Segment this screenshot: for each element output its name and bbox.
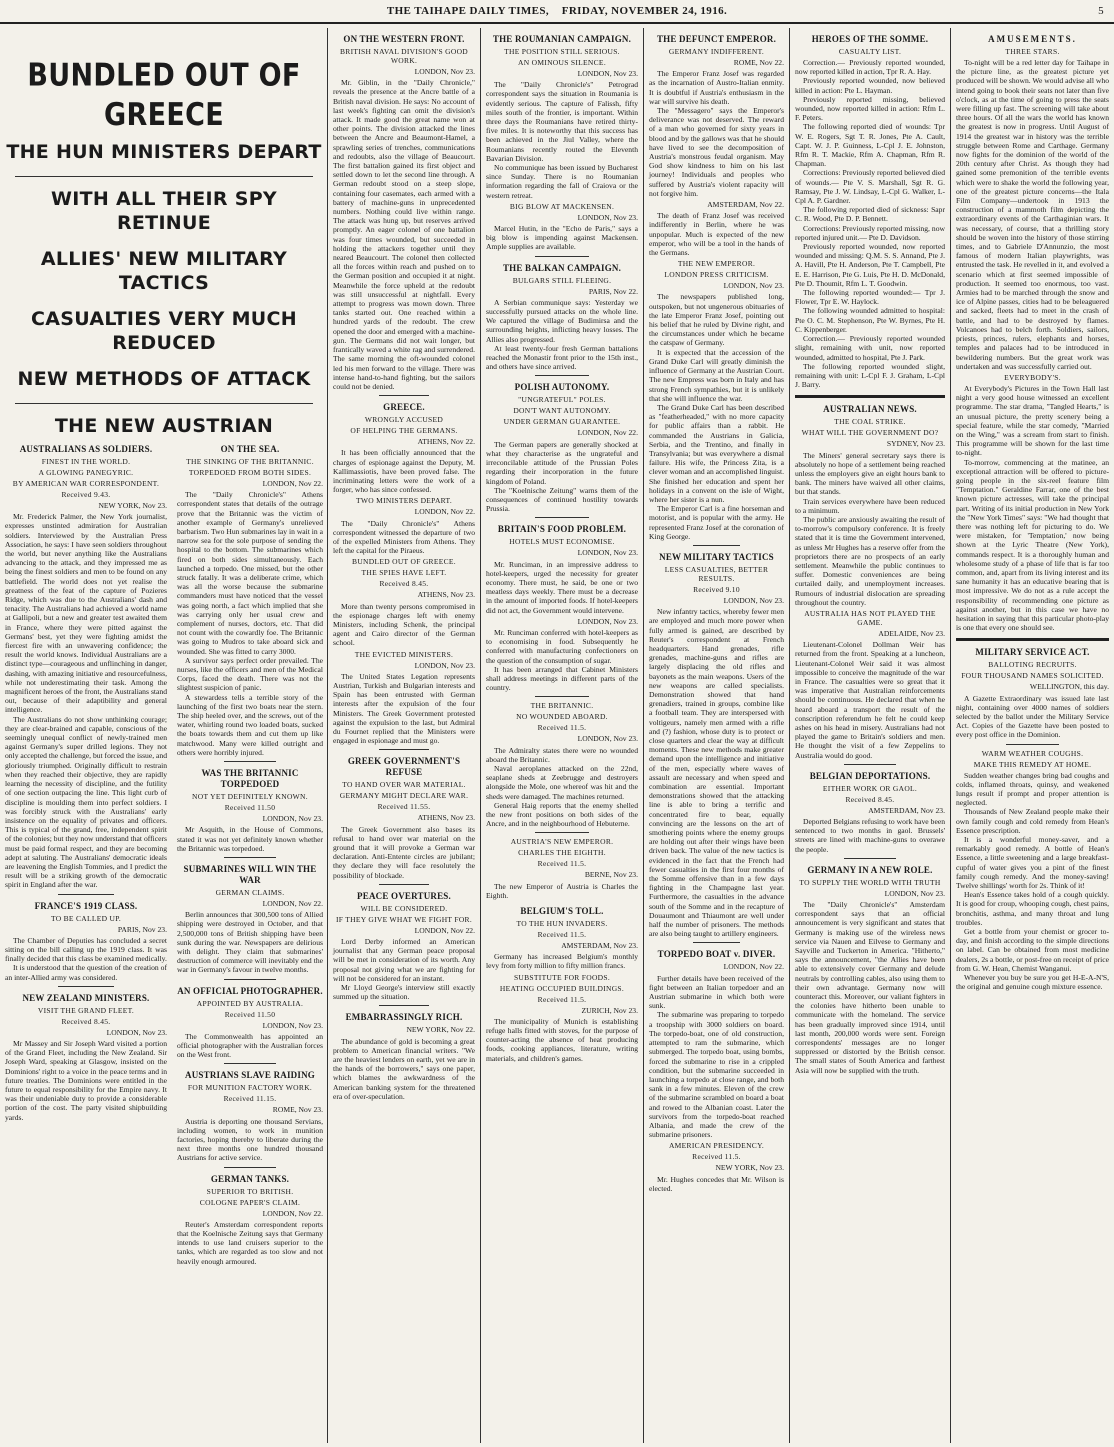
divider (224, 761, 275, 762)
paragraph: The death of Franz Josef was received indifferently in Berlin, where he was unpopular. Much is expected of the new emperor, who will be a tool in the hands of the Germans. (649, 211, 784, 258)
divider (379, 749, 429, 750)
column-rule (480, 28, 481, 1443)
paragraph: At Everybody's Pictures in the Town Hall last night a very good house witnessed an excellent programme. The star drama, "Tangled Hearts," is an unusual picture, the pretty scenery being a special feature, while the star comedy, "Married on the Wing," was a scream from start to finish. This programme will be shown for the last time to-night. (956, 383, 1109, 458)
subhead: BULGARS STILL FLEEING. (512, 275, 612, 285)
received-line: Received 8.45. (845, 794, 895, 804)
subhead: LONDON PRESS CRITICISM. (664, 270, 769, 280)
divider (224, 1167, 275, 1168)
subhead: FOUR THOUSAND NAMES SOLICITED. (961, 671, 1104, 681)
dateline: LONDON, Nov 23. (414, 67, 475, 76)
headline: PEACE OVERTURES. (357, 890, 451, 901)
received-line: Received 11.55. (377, 802, 431, 812)
paragraph: The following reported wounded slight, remaining with unit: L-Cpl F. J. Graham, L-Cpl J. Barry. (795, 361, 945, 390)
dateline: LONDON, Nov 22. (577, 428, 638, 438)
divider (15, 176, 313, 177)
paragraph: The municipality of Munich is establishing refuge halls fitted with stoves, for the purpose of counter-acting the absence of heat producing foods, cooking appliances, literature, writing materials, and children's games. (486, 1016, 638, 1063)
paragraph: The following reported died of sickness: Sapr C. R. Wood, Pte D. P. Bennett. (795, 205, 945, 224)
dateline: LONDON, Nov 23. (723, 595, 784, 605)
subhead: GERMANY MIGHT DECLARE WAR. (339, 791, 469, 801)
paragraph: It is understood that the question of the creation of an inter-Allied army was considered. (5, 963, 167, 982)
headline: ON THE WESTERN FRONT. (343, 34, 465, 44)
headline: TORPEDO BOAT v. DIVER. (657, 949, 776, 960)
paragraph: Mr Massey and Sir Joseph Ward visited a portion of the Grand Fleet, including the New Zealand. Sir Joseph Ward, speaking at Glasgow, insisted on the Dominions' right to a voice in the peace terms and in future treaties. The Dominions were entitled in the future to equal responsibility for the Empire navy. It was their undeniable duty to provide a considerable portion of the cost. The party visited shipbuilding yards. (5, 1038, 167, 1122)
divider (535, 832, 588, 833)
subhead: EITHER WORK OR GAOL. (822, 783, 918, 793)
paragraph: The new Emperor of Austria is Charles the Eighth. (486, 881, 638, 900)
divider (379, 1005, 429, 1006)
column-rule (789, 28, 790, 1443)
paragraph: The "Daily Chronicle's" Athens correspondent states that details of the outrage prove that the Britannic was the victim of another example of Germany's unrelieved barbarism. Two Hun submarines lay in wait in a narrow sea for the sole purpose of sending the hospital to the bottom. The submarines which fired on both sides simultaneously. Each launched a torpedo. One missed, but the other struck fatally. It was a deliberate crime, which was all the worse because the submarine commanders must have noticed that the vessel was going north, a fact which implied that she was carrying only her usual crew and complement of nurses, doctors, etc. That did not count with the cowardly foe. The Britannic was going to Mudros to take aboard sick and wounded. She was fitted to carry 3000. (177, 490, 323, 656)
subhead: COLOGNE PAPER'S CLAIM. (199, 1197, 301, 1207)
divider (58, 894, 115, 895)
paragraph: It has been arranged that Cabinet Ministers shall address meetings in different parts of the country. (486, 664, 638, 693)
banner-headline-5: CASUALTIES VERY MUCH REDUCED (31, 308, 297, 354)
section-rule (956, 638, 1109, 641)
subhead: VISIT THE GRAND FLEET. (37, 1005, 135, 1015)
received-line: Received 9.10 (693, 584, 740, 594)
subhead: DON'T WANT AUTONOMY. (513, 406, 611, 416)
divider (224, 1063, 275, 1064)
divider (535, 696, 588, 697)
paragraph: The German papers are generally shocked at what they characterise as the ungrateful and irreconcilable attitude of the Prussian Poles regarding their incorporation in the future kingdom of Poland. (486, 439, 638, 486)
masthead (0, 0, 1114, 24)
dateline: NEW YORK, Nov 22. (406, 1025, 475, 1035)
dateline: SYDNEY, Nov 23. (886, 439, 945, 449)
dateline: AMSTERDAM, Nov 23. (561, 941, 638, 950)
subhead: BUNDLED OUT OF GREECE. (352, 557, 456, 567)
paragraph: Lord Derby informed an American journalist that any German peace proposal will be met in consideration of its worth. Any proposal not giving what we are fighting for will not be considered for an instant. (333, 937, 475, 983)
headline: NEW ZEALAND MINISTERS. (22, 992, 150, 1003)
paragraph: Hean's Essence takes hold of a cough quickly. It is good for croup, whooping cough, chest pains, bronchitis, asthma, and many throat and lung troubles. (956, 890, 1109, 927)
paragraph: Sudden weather changes bring bad coughs and colds, inflamed throats, quinsy, and weakened lungs result if prompt and proper attention is neglected. (956, 770, 1109, 808)
dateline: PARIS, Nov 22. (588, 286, 638, 296)
column-7 (953, 28, 1112, 1443)
dateline: AMSTERDAM, Nov 22. (707, 200, 784, 210)
paragraph: The submarine was preparing to torpedo a troopship with 3000 soldiers on board. The torpedo-boat, one of old construction, attempted to ram the submarine, which submerged. The torpedo boat, using bombs, forced the submarine to rise in a crippled condition, but the submarine succeeded in launching a torpedo at close range, and both sank in a few minutes. Eleven of the crew of the submarine scrambled on board a boat and rowed to the Albanian coast. Later the survivors from the torpedo-boat reached Albania, and made the crew of the submarine prisoners. (649, 1010, 784, 1140)
headline: AUSTRALIANS AS SOLDIERS. (19, 444, 153, 454)
headline: MILITARY SERVICE ACT. (975, 647, 1090, 658)
paragraph: The Emperor Franz Josef was regarded as the incarnation of Austro-Italian enmity. It is doubtful if Austria's enthusiasm in the war will survive his death. (649, 69, 784, 106)
headline: THE BALKAN CAMPAIGN. (502, 262, 622, 273)
paragraph: Germany has increased Belgium's monthly levy from forty million to fifty million francs. (486, 952, 638, 971)
paragraph: Mr Asquith, in the House of Commons, stated it was not yet definitely known whether the Britannic was torpedoed. (177, 825, 323, 853)
received-line: Received 11.15. (223, 1094, 277, 1104)
paragraph: Reuter's Amsterdam correspondent reports that the Koelnische Zeitung says that Germany intends to use land cruisers superior to the tanks, which are regarded as too slow and not heavily enough armoured. (177, 1219, 323, 1266)
subhead: TO HAND OVER WAR MATERIAL. (342, 780, 466, 790)
paragraph: Corrections: Previously reported believed died of wounds.— Pte V. S. Marshall, Sgt R. G. Ramsay, Pte J. W. Lindsay, L-Cpl G. Walker, L-Cpl A. P. Gardner. (795, 168, 945, 206)
headline: GREEK GOVERNMENT'S REFUSE (347, 756, 461, 778)
subhead: TO BE CALLED UP. (50, 913, 122, 923)
paragraph: New infantry tactics, whereby fewer men are employed and much more power when fully armed is gained, are described by Reuter's correspondent at French headquarters. Hand grenades, rifle grenades, machine-guns and rifles are largely displacing the old rifles and bayonets as the main weapons. Users of the new weapons are called specialists. Demonstration showed that hand grenadiers, trained in groups, combine like a football team. They are interspersed with voltigeurs, namely men armed with a rifle and (?) fashion, whose duty is to protect or close quarters and clear the way at difficult moments. These new methods make greater demand upon the intelligence and initiative of the men, especially where waves of assault are necessary and when speed and combination are essential. Important demonstrations showed that the attacking line is able to bring a terrific and concentrated fire to bear, equally convincing are the lessons on the art of smothering points where the enemy groups are holding out after their wings have been driven back. The value of the new tactics is evidenced in the fact that the French had fewer casualties in the first four months of the Somme offensive than in a few days fighting in the Champagne last year. Furthermore, the casualties in the advance south of the Somme and in the recapture of Douaumont and Thiaumont are well under half the number of prisoners. The methods are also being taught to artillery engineers. (649, 607, 784, 939)
paragraph: To-night will be a red letter day for Taihape in the picture line, as the greatest picture yet produced will be shown. We would advise all who intend going to book their seats not later than five o'clock, as at the time of going to press the seats were filling up fast. The screening will take about three hours. Of all the wars the world has known the greatest is now in progress. Until August of 1914 the greatest war in history was the terrible struggle between Rome and Carthage. Germany now fights for the dominion of the world of the 20th century after Christ. As though they had gained some premonition of the terrible events which were to shake the world the following year, one of the greatest picture concerns—the Itala Film Company—undertook in 1913 the construction of a mammoth film depicting the extraordinary events of the Carthaginian wars. It was necessary, of course, that a thrilling story should be woven into the history of those stirring times, and to Gabriele D'Annunzio, the most famous of modern Italian playwrights, was entrusted the task. He revelled in it, and evolved a scenario which at first seemed impossible of production. It seemed too enormous, too vast. Armies had to be marched through the snow and ice of Alpine passes, cities had to be beleaguered and sacked, fleets had to meet in the crash of battle, and had to be destroyed by flames. Volcanoes had to belch forth. Soldiers, sailors, priests, princes, rulers, elephants and horses, temples and palaces had to be introduced in bewildering numbers. But the great work was undertaken and was successfully carried out. (956, 58, 1109, 371)
paragraph: General Haig reports that the enemy shelled the new front positions on both sides of the Ancre, and in the neighbourhood of Hebuterne. (486, 800, 638, 829)
divider (693, 545, 740, 546)
dateline: LONDON, Nov 23. (884, 888, 945, 898)
divider (844, 858, 897, 859)
column-rule (950, 28, 951, 1443)
subhead: THE SPIES HAVE LEFT. (361, 568, 447, 578)
paragraph: The "Daily Chronicle's" Athens correspondent witnessed the departure of two of the expelled Ministers from Athens. They left the capital for the Piraeus. (333, 518, 475, 556)
paragraph: Mr. Runciman, in an impressive address to hotel-keepers, urged the necessity for greater economy. There must, he said, be one or two meatless days weekly. There must be a decrease in the amount of imported foods. If hotel-keepers did not act, the Government would intervene. (486, 559, 638, 615)
subhead: FINEST IN THE WORLD. (41, 457, 131, 466)
paragraph: At least twenty-four fresh German battalions reached the Monastir front prior to the 15th inst., and others have since arrived. (486, 343, 638, 372)
headline: AN OFFICIAL PHOTOGRAPHER. (177, 985, 323, 996)
subhead: SUPERIOR TO BRITISH. (206, 1186, 294, 1196)
paragraph: The "Daily Chronicle's" Petrograd correspondent says the situation in Roumania is evidently serious. The capture of Falissh, fifty miles south of the frontier, is important. Within three days the Roumanians have retired thirty-five miles. It is noteworthy that this success has been achieved in the Jiul Valley, where the Roumanians recently routed the Eleventh Bavarian Division. (486, 80, 638, 163)
dateline: LONDON, Nov 23. (106, 1027, 167, 1037)
received-line: Received 11.50 (224, 803, 276, 813)
paragraph: The newspapers published long, outspoken, but not ungenerous obituaries of the late Emperor Franz Josef, pointing out his belief that he ruled by Divine right, and the circumstances under which he became the catspaw of Germany. (649, 292, 784, 348)
paragraph: The following reported died of wounds: Tpr W. E. Rogers, Sgt T. R. Jones, Pte A. Cault, Capt. W. J. P. Guinness, L-Cpl J. E. Johnston, Rfm R. T. Mackie, Rfm A. Chapman, Rfm R. Chapman. (795, 122, 945, 169)
subhead: A GLOWING PANEGYRIC. (38, 468, 134, 477)
headline: POLISH AUTONOMY. (514, 382, 610, 393)
subhead: AN OMINOUS SILENCE. (518, 58, 606, 67)
subhead: TWO MINISTERS DEPART. (355, 496, 453, 506)
dateline: ATHENS, Nov 23. (417, 590, 475, 600)
dateline: LONDON, Nov 23. (262, 814, 323, 824)
dateline: LONDON, Nov 22. (414, 507, 475, 517)
banner-headline-4: ALLIES' NEW MILITARY TACTICS (40, 248, 288, 294)
received-line: Received 9.43. (61, 490, 111, 499)
paragraph: The Miners' general secretary says there is absolutely no hope of a settlement being reached unless the employers give an eight hours bank to bank. The miners have waived all other claims, but that stands. (795, 450, 945, 497)
dateline: LONDON, Nov 23. (577, 734, 638, 744)
headline: WAS THE BRITANNIC TORPEDOED (201, 768, 299, 790)
subhead: WHAT WILL THE GOVERNMENT DO? (801, 428, 939, 438)
paragraph: The Admiralty states there were no wounded aboard the Britannic. (486, 745, 638, 764)
dateline: ATHENS, Nov 22. (417, 437, 475, 447)
paragraph: Get a bottle from your chemist or grocer to-day, and finish according to the simple directions on label. Can be obtained from most medicine dealers, 2s a bottle, or post-free on receipt of price from G. W. Hean, Chemist Wanganui. (956, 927, 1109, 973)
paragraph: The following wounded admitted to hospital: Pte O. C. M. Stephenson, Pte W. Byrnes, Pte H. C. Kippenberger. (795, 306, 945, 334)
paragraph: Previously reported missing, believed wounded, now reported killed in action: Rfm L. F. Peters. (795, 94, 945, 123)
paragraph: Further details have been received of the fight between an Italian torpedoer and an Austrian submarine in which both were sunk. (649, 973, 784, 1011)
subhead: APPOINTED BY AUSTRALIA. (196, 998, 304, 1008)
subhead: GERMANY INDIFFERENT. (668, 47, 765, 56)
divider (844, 764, 897, 765)
subhead: WRONGLY ACCUSED (364, 415, 444, 425)
page-number: 5 (1098, 5, 1104, 17)
section-rule (795, 395, 945, 398)
paragraph: The public are anxiously awaiting the result of to-morrow's compulsory conference. It is freely stated that it is time the Government intervened, as unless Mr Hughes has a reserve offer from the proprietors there are no prospects of an early settlement. Meanwhile the public continues to suffer. Domestic conveniences are being curtailed daily, and unemployment increases. Rumours of industrial dislocation are spreading throughout the country. (795, 514, 945, 607)
dateline: LONDON, Nov 23. (577, 212, 638, 222)
subhead: THE POSITION STILL SERIOUS. (504, 47, 620, 56)
dateline: LONDON, Nov 22. (262, 479, 323, 488)
subhead: THE NEW EMPEROR. (677, 259, 756, 269)
divider (379, 395, 429, 396)
received-line: Received 11.5. (537, 994, 587, 1004)
paragraph: Mr. Runciman conferred with hotel-keepers as to economising in food. Subsequently he conferred with manufacturing confectioners on the question of the consumption of sugar. (486, 627, 638, 665)
paragraph: It has been officially announced that the charges of espionage against the Deputy, M. Kallimassiotis, have been proved false. The incriminating letters were the work of a forger, who has since confessed. (333, 448, 475, 495)
divider (693, 942, 740, 943)
dateline: NEW YORK, Nov 23. (98, 501, 167, 510)
dateline: ZURICH, Nov 23. (581, 1005, 638, 1015)
dateline: ROME, Nov 23. (272, 1105, 323, 1115)
banner-headline-2: THE HUN MINISTERS DEPART (6, 141, 322, 163)
subhead: MAKE THIS REMEDY AT HOME. (973, 759, 1092, 769)
subhead: CHARLES THE EIGHTH. (518, 848, 606, 858)
paragraph: Corrections: Previously reported missing, now reported injured unit.— Pte D. Davidson. (795, 223, 945, 242)
received-line: Received 11.5. (692, 1152, 741, 1162)
column-6 (792, 28, 948, 1443)
headline: FRANCE'S 1919 CLASS. (34, 900, 138, 911)
paragraph: It is expected that the accession of the Grand Duke Carl will greatly diminish the influence of Germany at the Austrian Court. The new Empress was born in Italy and has strong French sympathies, but it is unlikely that she will influence the war. (649, 347, 784, 403)
paragraph: The abundance of gold is becoming a great problem to American financial writers. "We are the heaviest lenders on earth, yet we are in the hands of the borrowers," says one paper, which blames the awkwardness of the American banking system for the threatened era of over-speculation. (333, 1036, 475, 1101)
dateline: LONDON, Nov 22. (262, 1208, 323, 1218)
headline: NEW MILITARY TACTICS (659, 551, 774, 562)
headline: AMUSEMENTS. (988, 34, 1077, 44)
divider (224, 979, 275, 980)
paragraph: Naval aeroplanes attacked on the 22nd, seaplane sheds at Zeebrugge and destroyers alongside the Mole, one whereof was hit and the sheds were damaged. The machines returned. (486, 763, 638, 801)
dateline: LONDON, Nov 23. (577, 616, 638, 626)
dateline: LONDON, Nov 22. (262, 898, 323, 908)
paragraph: A Serbian communique says: Yesterday we successfully pursued attacks on the whole line. We captured the village of Budimirsa and the surrounding heights, inflicting heavy losses. The Allies also progressed. (486, 297, 638, 344)
banner-headline-6: NEW METHODS OF ATTACK (17, 368, 311, 390)
subhead: AMERICAN PRESIDENCY. (668, 1141, 765, 1151)
received-line: Received 11.5. (537, 930, 587, 939)
dateline: ADELAIDE, Nov 23. (878, 628, 945, 638)
paragraph: No communique has been issued by Bucharest since Sunday. There is no Roumanian information regarding the fall of Craiova or the western retreat. (486, 163, 638, 200)
subhead: "UNGRATEFUL" POLES. (518, 395, 606, 405)
subhead: AUSTRALIA HAS NOT PLAYED THE GAME. (804, 608, 936, 627)
dateline: LONDON, Nov 23. (262, 1020, 323, 1030)
column-3 (330, 28, 478, 1443)
subhead: WARM WEATHER COUGHS. (981, 748, 1084, 758)
dateline: LONDON, Nov 23. (577, 548, 638, 558)
banner-headline-1: BUNDLED OUT OF GREECE (27, 58, 301, 133)
subhead: BALLOTING RECRUITS. (988, 660, 1077, 670)
headline: SUBMARINES WILL WIN THE WAR (183, 863, 317, 885)
headline: AUSTRIANS SLAVE RAIDING (185, 1070, 315, 1081)
column-4 (483, 28, 641, 1443)
received-line: Received 11.5. (537, 723, 587, 733)
subhead: LESS CASUALTIES, BETTER RESULTS. (664, 564, 769, 583)
subhead: BY AMERICAN WAR CORRESPONDENT. (12, 479, 160, 488)
dateline: ROME, Nov 22. (733, 58, 784, 67)
subhead: NOT YET DEFINITELY KNOWN. (192, 792, 308, 802)
paragraph: The Chamber of Deputies has concluded a secret sitting on the bill calling up the 1919 class. It was finally decided that this class be examined medically. (5, 935, 167, 964)
masthead-title (0, 5, 1114, 17)
column-1 (2, 438, 170, 1443)
paragraph: It is a wonderful money-saver, and a remarkably good remedy. A bottle of Hean's Essence, a little sweetening and a large breakfast-cupful of water gives you a pint of the finest family cough remedy. And the money-saving! Twelve shillings' worth for 2s. Think of it! (956, 835, 1109, 891)
divider (535, 256, 588, 257)
paper-name: THE TAIHAPE DAILY TIMES, (386, 5, 550, 17)
paragraph: The Grand Duke Carl has been described as "featherheaded," with no more capacity for public affairs than a rabbit. He commanded the Austrians in Galicia, Serbia, and the Trentino, and finally in Transylvania; but was everywhere a dismal failure. His wife, the Princess Zita, is a clever woman and an accomplished linguist. She finished her education and spent her holidays in a convent on the isle of Wight, where her sister is a nun. (649, 402, 784, 504)
paragraph: Correction.— Previously reported wounded, now reported killed in action, Tpr R. A. Hay. (795, 58, 945, 77)
subhead: THE EVICTED MINISTERS. (354, 649, 454, 659)
subhead: EVERYBODY'S. (1004, 372, 1061, 382)
dateline: ATHENS, Nov 23. (417, 813, 475, 823)
headline: BELGIAN DEPORTATIONS. (809, 770, 931, 781)
column-5 (646, 28, 787, 1443)
banner-headline-3: WITH ALL THEIR SPY RETINUE (51, 188, 277, 234)
subhead: HOTELS MUST ECONOMISE. (509, 537, 615, 547)
paragraph: The Emperor Carl is a fine horseman and motorist, and is popular with the army. He represented Franz Josef at the coronation of King George. (649, 504, 784, 541)
subhead: NO WOUNDED ABOARD. (516, 712, 608, 722)
received-line: Received 8.45. (379, 579, 429, 589)
headline: BELGIUM'S TOLL. (520, 906, 604, 916)
paragraph: Mr Lloyd George's interview still exactly summed up the situation. (333, 983, 475, 1002)
column-rule (327, 28, 328, 1443)
paragraph: Previously reported wounded, now reported wounded and missing: Q.M. S. S. Annand, Pte J. A. Havill, Pte H. Anderson, Pte T. Campbell, Pte E. E. Harrison, Pte G. Luis, Pte H. D. McDonald, Pte D. Thoumit, Rfm L. T. Goodwin. (795, 242, 945, 288)
divider (1006, 744, 1060, 745)
received-line: Received 8.45. (61, 1016, 111, 1026)
paragraph: Mr. Frederick Palmer, the New York journalist, expresses unstinted admiration for Australian soldiers. Interviewed by the Australian Press Association, he says: I have seen soldiers throughout the world, but never anything like the Australians advancing to the attack, and they impressed me as being the finest soldiers and men to be found on any battlefield. The world does not yet realise the greatness of the feat of the capture of Pozieres Ridge, which was due to the Australians' dash and tenacity. The Australians had achieved a world name at Gallipoli, but a new and greater test awaited them in France, where they were pitted against the Germans' best, yet they were fighting amidst the fiercest fire with an unwavering confidence; the result the world knows. Individual Australians are a distinct type—courageous and unflinching in danger, dashing, with amazing initiative and resourcefulness, while not underestimating their task. Among the magnificent heroes of the front, the Australians stand out, because of their adaptibility and general intelligence. (5, 512, 167, 715)
paragraph: Berlin announces that 300,500 tons of Allied shipping were destroyed in October, and that 2,500,000 tons of British shipping have been sunk during the war. Newspapers are delirious with delight. They claim that submarines' destruction of commerce will inevitably end the war in Germany's favour in twelve months. (177, 910, 323, 975)
paragraph: A stewardess tells a terrible story of the launching of the first two boats near the stern. The ship heeled over, and the screws, out of the water, whirling round two loaded boats, sucked the boats towards them and cut them up like matchwood. Many were killed outright and others were horribly injured. (177, 692, 323, 757)
paragraph: The Australians do not show unthinking courage; they are clear-brained and capable, conscious of the seemingly unequal conflict of newly-trained men against Germany's super drilled legions. They not only accepted the challenge, but forced the issue, and gloriously triumphed. Originally difficult to restrain when they reached their objective, they are rapidly learning the necessity of discipline, and the futility of one section outpacing the line. This light curb of discipline is moulding them into perfect soldiers. I was forcibly struck with the Australians' early insistence on the equality of privates and officers. This is typical of the grand, free, independent spirit of the colonies; but they now understand that officers must be paid formal respect, and they are becoming adept at saluting. The Australians' democratic ideals are leavening the English Tommies, and I predict the result will be a striking growth of the democratic spirit in England after the war. (5, 714, 167, 890)
subhead: TORPEDOED FROM BOTH SIDES. (188, 468, 312, 477)
subhead: OF HELPING THE GERMANS. (350, 426, 458, 436)
paragraph: The "Koelnische Zeitung" warns them of the consequences of continued hostility towards Prussia. (486, 485, 638, 514)
dateline: LONDON, Nov 23. (414, 660, 475, 670)
paragraph: Thousands of New Zealand people make their own family cough and cold remedy from Hean's Essence prescription. (956, 807, 1109, 835)
divider (15, 403, 313, 404)
paragraph: The "Messagero" says the Emperor's deliverance was not deserved. The reward of a man who governed for sixty years in blood and by the gallows was that he should have lived to see the decomposition of Austria's monstrous feudal organism. May God show kindness to him on his last journey! Individuals and peoples who suffered by Austria's violent rapacity will not forgive him. (649, 106, 784, 198)
received-line: Received 11.50 (224, 1009, 276, 1019)
subhead: THE BRITANNIC. (530, 701, 594, 711)
dateline: LONDON, Nov 23. (577, 69, 638, 78)
paragraph: A Gazette Extraordinary was issued late last night, containing over 4000 names of soldiers selected by the ballot under the Military Service Act. Copies of the Gazette have been posted to every post office in the Dominion. (956, 693, 1109, 740)
dateline: PARIS, Nov 23. (117, 924, 167, 934)
subhead: THE SINKING OF THE BRITANNIC. (186, 457, 314, 466)
paragraph: Deported Belgians refusing to work have been sentenced to two months in gaol. Brussels' streets are lined with machine-guns to overawe the people. (795, 817, 945, 854)
banner-headline-7: THE NEW AUSTRIAN (54, 415, 274, 437)
dateline: LONDON, Nov 22. (414, 925, 475, 935)
subhead: TO THE HUN INVADERS. (516, 919, 608, 928)
divider (58, 986, 115, 987)
headline: THE DEFUNCT EMPEROR. (656, 34, 777, 44)
column-rule (643, 28, 644, 1443)
divider (224, 857, 275, 858)
received-line: Received 11.5. (537, 859, 587, 869)
dateline: WELLINGTON, this day. (1029, 682, 1109, 692)
headline: AUSTRALIAN NEWS. (823, 404, 917, 415)
headline: ON THE SEA. (220, 444, 280, 454)
subhead: WILL BE CONSIDERED. (360, 903, 448, 913)
subhead: UNDER GERMAN GUARANTEE. (503, 417, 621, 427)
headline: GERMAN TANKS. (210, 1173, 290, 1184)
headline: GERMANY IN A NEW ROLE. (807, 864, 933, 875)
paragraph: Marcel Hutin, in the "Echo de Paris," says a big blow is impending against Mackensen. Ample supplies are available. (486, 224, 638, 252)
dateline: BERNE, Nov 23. (584, 870, 638, 880)
paragraph: To-morrow, commencing at the matinee, an exceptional attraction will be offered to picture-going people in the six-reel feature film "Temptation." Geraldine Farrar, one of the best known picture actresses, will take the principal part. Writing of its initial production in New York the "New York Times" says: "We had thought that there was nothing left for picturing to do. We were mistaken, for 'Temptation,' now being shown at the Lyric Theatre (New York), commands respect. It is a thoroughly human and wholesome study of a phase of life that is far too common, and, apart from its living interest and its sane humanity it has an educative bearing that is most impressive. We do not as a rule accept the responsibility of recommending one picture as against another, but in this case we have no hesitation in saying that this particular photo-play is one that every one should see. (956, 457, 1109, 633)
divider (535, 517, 588, 518)
paragraph: Correction.— Previously reported wounded slight, remaining with unit, now reported wounded, admitted to hospital, Pte J. Park. (795, 334, 945, 362)
paragraph: The following reported wounded:— Tpr J. Flower, Tpr E. W. Haylock. (795, 288, 945, 307)
dateline: NEW YORK, Nov 23. (715, 1163, 784, 1173)
subhead: TO SUPPLY THE WORLD WITH TRUTH (799, 877, 941, 887)
subhead: GERMAN CLAIMS. (215, 887, 285, 897)
paragraph: The Commonwealth has appointed an official photographer with the Australian forces on the West front. (177, 1031, 323, 1060)
paragraph: More than twenty persons compromised in the espionage charges left with enemy Ministers, including Schenk, the principal agent and Cairo director of the German school. (333, 601, 475, 648)
paragraph: Whenever you buy be sure you get H-E-A-N'S, the original and genuine cough mixture essence. (956, 973, 1109, 992)
paragraph: Previously reported wounded, now believed killed in action: Pte L. Hayman. (795, 76, 945, 95)
divider (379, 884, 429, 885)
paragraph: Austria is deporting one thousand Servians, including women, to work in munition factories, hoping thereby to liberate during the next three months one hundred thousand Austrians for active service. (177, 1116, 323, 1163)
headline: THE ROUMANIAN CAMPAIGN. (492, 34, 632, 44)
subhead: FOR MUNITION FACTORY WORK. (187, 1083, 313, 1093)
dateline: LONDON, Nov 22. (723, 962, 784, 972)
paragraph: Lieutenant-Colonel Dollman Weir has returned from the front. Speaking at a luncheon, Lieutenant-Colonel Weir said it was almost impossible to conceive the magnitude of the war in France. The casualties were so great that it was imperative that Australian reinforcements should be continuous. He declared that when he heard aboard a transport the result of the conscription referendum he felt he could keep ashes on his head in misery. Australians had not played the game to Britain's soldiers and men. He thought the visit of a few Zeppelins to Australia would do good. (795, 640, 945, 760)
subhead: THREE STARS. (1005, 47, 1060, 56)
paragraph: The United States Legation represents Austrian, Turkish and Bulgarian interests and Spain has been entrusted with German interests after the expulsion of the four Ministers. The Greek Government protested against the expulsion to the last, but Admiral du Fournet replied that the Ministers were engaged in espionage and must go. (333, 671, 475, 746)
subhead: IF THEY GIVE WHAT WE FIGHT FOR. (335, 914, 473, 924)
headline: HEROES OF THE SOMME. (811, 34, 929, 44)
subhead: BIG BLOW AT MACKENSEN. (509, 201, 615, 211)
issue-date: FRIDAY, NOVEMBER 24, 1916. (561, 5, 728, 17)
subhead: AUSTRIA'S NEW EMPEROR. (510, 837, 614, 847)
divider (535, 375, 588, 376)
subhead: THE COAL STRIKE. (834, 417, 906, 427)
headline: BRITAIN'S FOOD PROBLEM. (497, 524, 627, 535)
column-2 (174, 438, 326, 1443)
subhead: HEATING OCCUPIED BUILDINGS. (499, 983, 625, 993)
dateline: AMSTERDAM, Nov 23. (868, 805, 945, 815)
dateline: LONDON, Nov 23. (723, 281, 784, 291)
subhead: SUBSTITUTE FOR FOODS. (513, 972, 611, 982)
paragraph: Mr. Hughes concedes that Mr. Wilson is elected. (649, 1174, 784, 1193)
headline: EMBARRASSINGLY RICH. (345, 1012, 463, 1023)
paragraph: The "Daily Chronicle's" Amsterdam correspondent says that an official announcement is very significant and states that Germany is making use of the wireless news service via Nauen and Eilvese to Germany and Sayville and Tuckerton in America. "Hitherto," says the announcement, "the Allies have been able to extensively cover Germany and delude neutrals by controlling cables, also using them to their own advantage. Germany now will counteract this. Moreover, our valiant fighters in the colonies have hitherto been unable to communicate with the homeland. The service has been gradually improved since 1914, until last month, 200,000 words were sent. Foreign correspondents' messages are no longer suppressed or distorted by the British censor. The small states of South America and farthest Asia will now be supplied with the truth. (795, 900, 945, 1075)
paragraph: The Greek Government also bases its refusal to hand over war material on the ground that it will provoke a German war declaration. Anti-Entente circles are jubilant; they declare they will face resolutely the possibility of blockade. (333, 824, 475, 880)
headline: GREECE. (383, 402, 425, 413)
paragraph: Train services everywhere have been reduced to a minimum. (795, 496, 945, 515)
paragraph: Mr. Giblin, in the "Daily Chronicle," reveals the presence at the Ancre battle of a British naval division. He says: No account of last week's fighting can omit the division's attack. It made good the great name won at other points. The division attacked the lines between the Ancre and Beaumont-Hamel, a sprawling series of trenches, communications and redoubts, also the village of Beaucourt. The first battalion gained its first object and settled down to let the second line through. A German redoubt stood on a steep slope, containing four casemates, each armed with a battery of machine-guns in unprecedented numbers. Nothing could live within range. The attack was hung up, but reserves arrived promptly. An eager colonel of one battalion was four times wounded, but succeeded in holding the attackers together until they neared Beaucourt. The colonel then collected all the forces within reach and pushed on to the German position and occupied it at night. Meanwhile the force upheld at the redoubt was still unsuccessful at nightfall. Every attempt to progress was mown down. Three tanks started out. One reached within a hundred yards of the redoubt. The crew opened the door and emerged with a machine-gun. The Germans did not wait longer, but frantically waved a white rag and surrendered. The same morning the oft-wounded colonel led his men forward to the village. There was intense hand-to-hand fighting, but the sailors could not be denied. (333, 78, 475, 391)
paragraph: A survivor says perfect order prevailed. The nurses, like the officers and men of the Medical Corps, faced the death. There was not the slightest suspicion of panic. (177, 655, 323, 693)
banner-headlines (2, 28, 326, 438)
subhead: CASUALTY LIST. (838, 47, 902, 56)
subhead: BRITISH NAVAL DIVISION'S GOOD WORK. (339, 47, 469, 65)
